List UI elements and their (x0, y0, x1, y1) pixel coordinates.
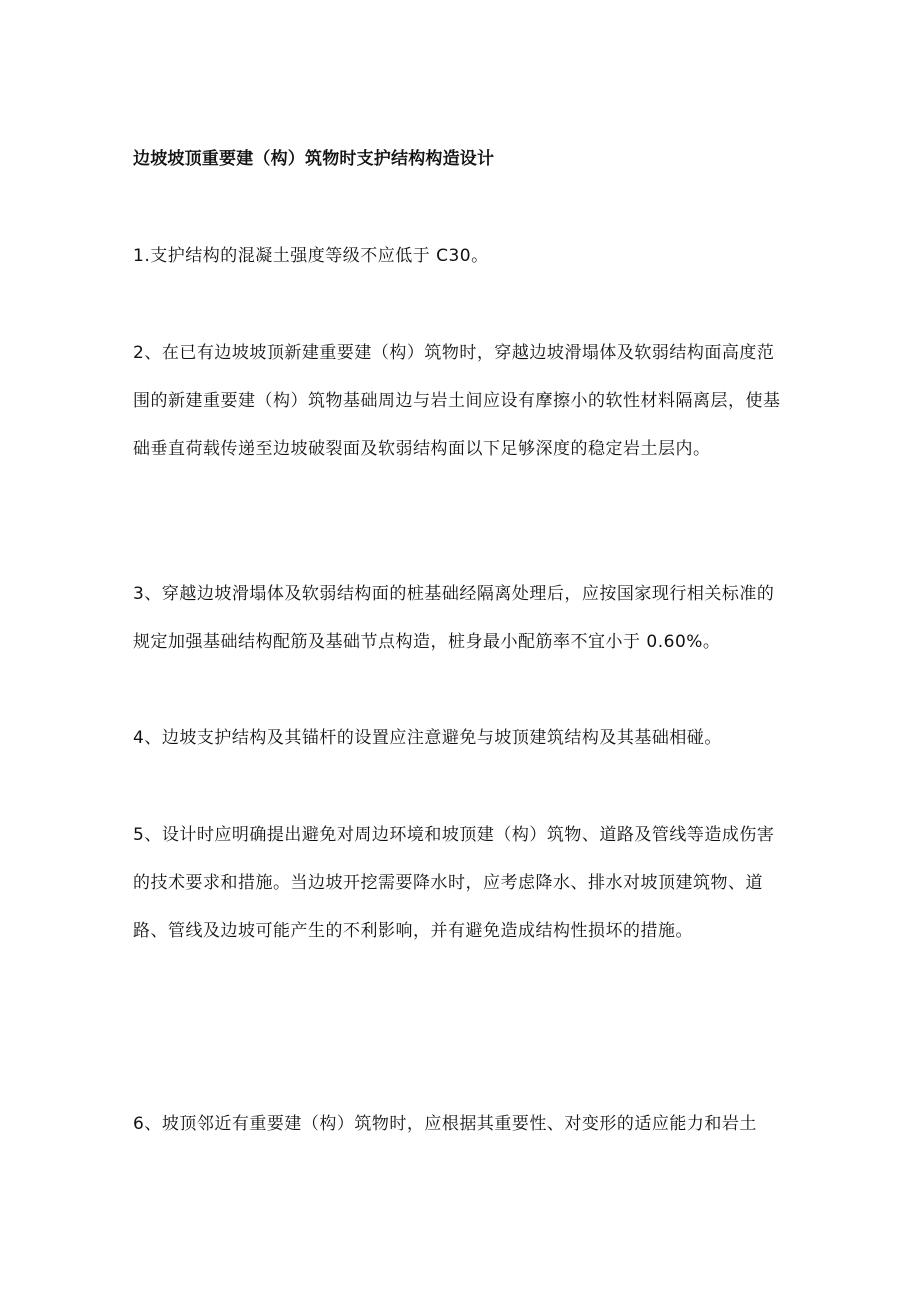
paragraph-3: 3、穿越边坡滑塌体及软弱结构面的桩基础经隔离处理后，应按国家现行相关标准的规定加强基础结构配筋及基础节点构造，桩身最小配筋率不宜小于 0.60%。 (133, 584, 775, 652)
paragraph-2: 2、在已有边坡坡顶新建重要建（构）筑物时，穿越边坡滑塌体及软弱结构面高度范围的新建重要建（构）筑物基础周边与岩土间应设有摩擦小的软性材料隔离层，使基础垂直荷载传递至边坡破裂面及软弱结构面以下足够深度的稳定岩土层内。 (133, 343, 781, 459)
paragraph-4: 4、边坡支护结构及其锚杆的设置应注意避免与坡顶建筑结构及其基础相碰。 (133, 728, 722, 748)
paragraph-1: 1.支护结构的混凝土强度等级不应低于 C30。 (133, 246, 489, 266)
paragraph-5: 5、设计时应明确提出避免对周边环境和坡顶建（构）筑物、道路及管线等造成伤害的技术要求和措施。当边坡开挖需要降水时，应考虑降水、排水对坡顶建筑物、道路、管线及边坡可能产生的不利影响，并有避免造成结构性损坏的措施。 (133, 825, 775, 941)
document-title: 边坡坡顶重要建（构）筑物时支护结构构造设计 (133, 149, 495, 169)
paragraph-6: 6、坡顶邻近有重要建（构）筑物时，应根据其重要性、对变形的适应能力和岩土 (133, 1114, 757, 1134)
